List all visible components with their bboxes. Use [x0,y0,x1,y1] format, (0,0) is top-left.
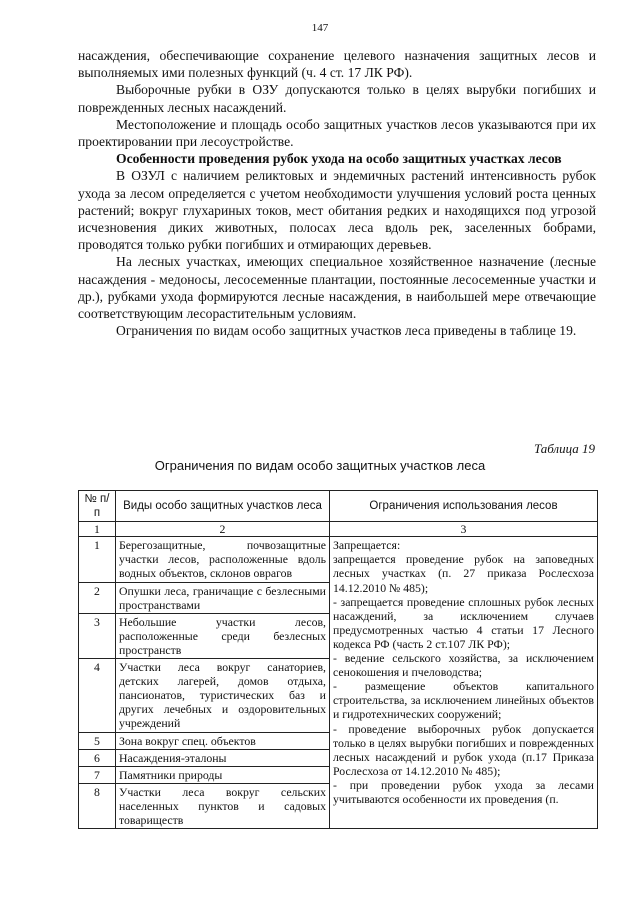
ozu-type: Памятники природы [116,766,330,783]
restriction-line: - при проведении рубок ухода за лесами учитываются особенности их проведения (п. [333,777,594,806]
row-number: 3 [79,613,116,658]
ozu-type: Зона вокруг спец. объектов [116,732,330,749]
header-restrictions: Ограничения использования лесов [330,491,598,522]
paragraph: Выборочные рубки в ОЗУ допускаются только в целях вырубки погибших и поврежденных лесных насаждений. [78,82,596,115]
restriction-line: запрещается проведение рубок на заповедных лесных участках (п. 27 приказа Рослесхоза 14.12.2010 № 485); [333,552,594,595]
paragraph: насаждения, обеспечивающие сохранение целевого назначения защитных лесов и выполняемых ими полезных функций (ч. 4 ст. 17 ЛК РФ). [78,48,596,81]
column-numbers-row [79,522,598,537]
row-number: 5 [79,732,116,749]
ozu-type: Берегозащитные, почвозащитные участки лесов, расположенные вдоль водных объектов, склонов оврагов [116,537,330,582]
table-header-row [79,491,598,522]
paragraph: Ограничения по видам особо защитных участков леса приведены в таблице 19. [116,323,577,339]
restriction-line: - запрещается проведение сплошных рубок лесных насаждений, за исключением случаев предусмотренных частью 4 статьи 17 Лесного кодекса РФ (часть 2 ст.107 ЛК РФ); [333,594,594,651]
row-number: 1 [79,537,116,582]
restriction-line: - размещение объектов капитального строительства, за исключением линейных объектов и гидротехнических сооружений; [333,679,594,722]
restrictions-table [78,490,598,829]
row-number: 8 [79,783,116,828]
ozu-type: Опушки леса, граничащие с безлесными пространствами [116,582,330,613]
page-number: 147 [311,22,329,34]
section-heading: Особенности проведения рубок ухода на особо защитных участках лесов [116,151,562,167]
paragraph: На лесных участках, имеющих специальное хозяйственное назначение (лесные насаждения - медоносы, лесосеменные плантации, постоянные лесосеменные участки и др.), рубками ухода формируются лесные насаждения, в наибольшей мере отвечающие соответствующим лесорастительным условиям. [78,254,596,322]
body-text [78,47,596,339]
paragraph: Местоположение и площадь особо защитных участков лесов указываются при их проектировании при лесоустройстве. [78,116,596,150]
header-ozu-types: Виды особо защитных участков леса [116,491,330,522]
row-number: 7 [79,766,116,783]
row-number: 6 [79,749,116,766]
ozu-type: Небольшие участки лесов, расположенные среди безлесных пространств [116,613,330,658]
restrictions-cell [330,537,598,829]
ozu-type: Насаждения-эталоны [116,749,330,766]
column-number: 3 [330,522,598,537]
restriction-line: - проведение выборочных рубок допускается только в целях вырубки погибших и поврежденных лесных насаждений и рубок ухода (п.17 Приказа Рослесхоза от 14.12.2010 № 485); [333,721,594,778]
row-number: 2 [79,582,116,613]
header-number: № п/п [79,491,116,522]
row-number: 4 [79,659,116,732]
table-caption: Ограничения по видам особо защитных участков леса [154,458,486,473]
table-label: Таблица 19 [533,441,595,456]
paragraph: В ОЗУЛ с наличием реликтовых и эндемичных растений интенсивность рубок ухода за лесом определяется с учетом необходимости улучшения условий роста ценных растений; вокруг глухариных токов, мест обитания редких и находящихся под угрозой исчезновения диких животных, полосах леса вдоль рек, заселенных бобрами, проводятся только рубки погибших и отмирающих деревьев. [78,168,596,253]
column-number: 2 [116,522,330,537]
restriction-line: - ведение сельского хозяйства, за исключением сенокошения и пчеловодства; [333,651,594,680]
restriction-line: Запрещается: [333,538,401,553]
column-number: 1 [79,522,116,537]
ozu-type: Участки леса вокруг санаториев, детских лагерей, домов отдыха, пансионатов, туристических баз и других лечебных и оздоровительных учреждений [116,659,330,732]
table-row [79,537,598,582]
ozu-type: Участки леса вокруг сельских населенных пунктов и садовых товариществ [116,783,330,828]
